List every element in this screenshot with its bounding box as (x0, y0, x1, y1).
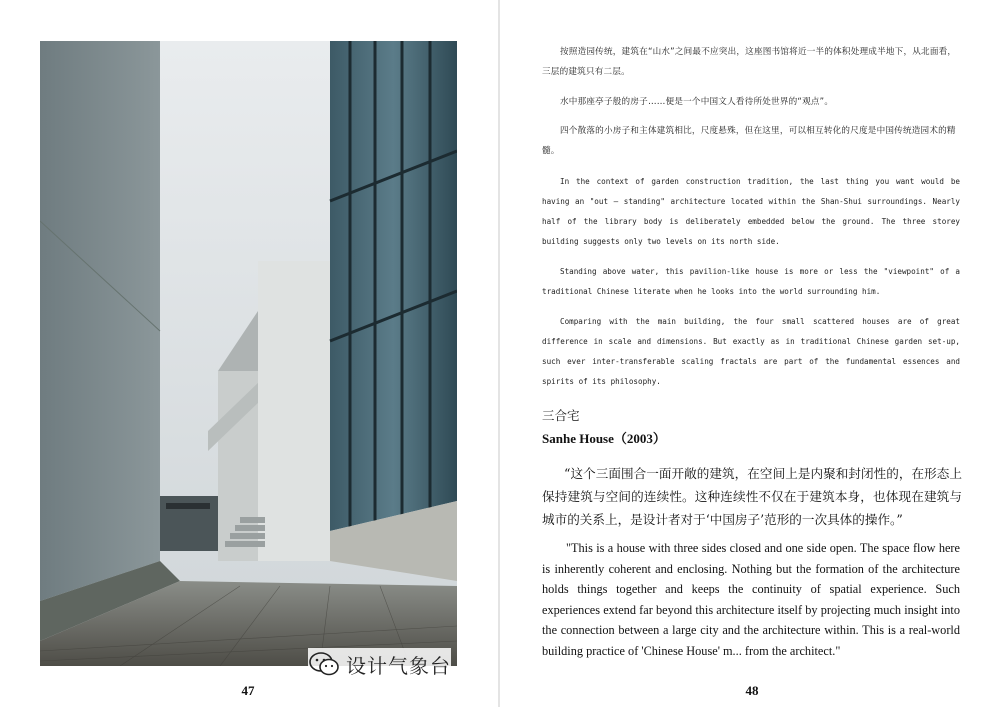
paragraph-cn: 按照造园传统，建筑在“山水”之间最不应突出，这座图书馆将近一半的体积处理成半地下，从北面看，三层的建筑只有二层。 (542, 47, 957, 77)
photo-illustration (40, 41, 457, 666)
page-number: 48 (745, 683, 759, 698)
paragraph-en: In the context of garden construction tradition, the last thing you want would be having an "out – standing" architecture located within the Shan-Shui surroundings. Nearly half of the library body is deliberately embedded below the ground. The three storey building suggests only two levels on its north side. (542, 177, 960, 246)
paragraph-en: Comparing with the main building, the four small scattered houses are of great difference in scale and dimensions. But exactly as in traditional Chinese garden set-up, such ever inter-transferable scaling fractals are part of the fundamental essences and spirits of its philosophy. (542, 317, 960, 386)
quote-cn: “这个三面围合一面开敞的建筑，在空间上是内聚和封闭性的，在形态上保持建筑与空间的连续性。这种连续性不仅在于建筑本身，也体现在建筑与城市的关系上，是设计者对于‘中国房子’范形的一次具体的操作。” (542, 466, 962, 527)
quote-en: "This is a house with three sides closed and one side open. The space flow here is inherently coherent and enclosing. Nothing but the formation of the architecture holds things together and keeps the continuity of spatial experience. Such experiences extend far beyond this architecture itself by projecting much insight into the connection between a large city and the architecture within. This is a real-world building practice of 'Chinese House' m... from the architect." (542, 541, 960, 658)
section-title-cn: 三合宅 (542, 408, 580, 423)
architecture-photo (40, 41, 457, 666)
paragraph-cn: 水中那座亭子般的房子……便是一个中国文人看待所处世界的“观点”。 (560, 97, 834, 107)
page-number: 47 (241, 683, 255, 698)
right-page (500, 0, 1000, 707)
concrete-wall (40, 41, 160, 601)
left-page (0, 0, 499, 707)
wechat-icon (308, 651, 340, 677)
paragraph-cn: 四个散落的小房子和主体建筑相比，尺度悬殊，但在这里，可以相互转化的尺度是中国传统造园术的精髓。 (542, 126, 956, 156)
section-title-en: Sanhe House（2003） (542, 431, 666, 446)
watermark (308, 648, 451, 680)
white-building-near (258, 261, 335, 561)
paragraph-en: Standing above water, this pavilion-like house is more or less the "viewpoint" of a traditional Chinese literate when he looks into the world surrounding him. (542, 267, 960, 296)
watermark-text: 设计气象台 (346, 653, 451, 678)
